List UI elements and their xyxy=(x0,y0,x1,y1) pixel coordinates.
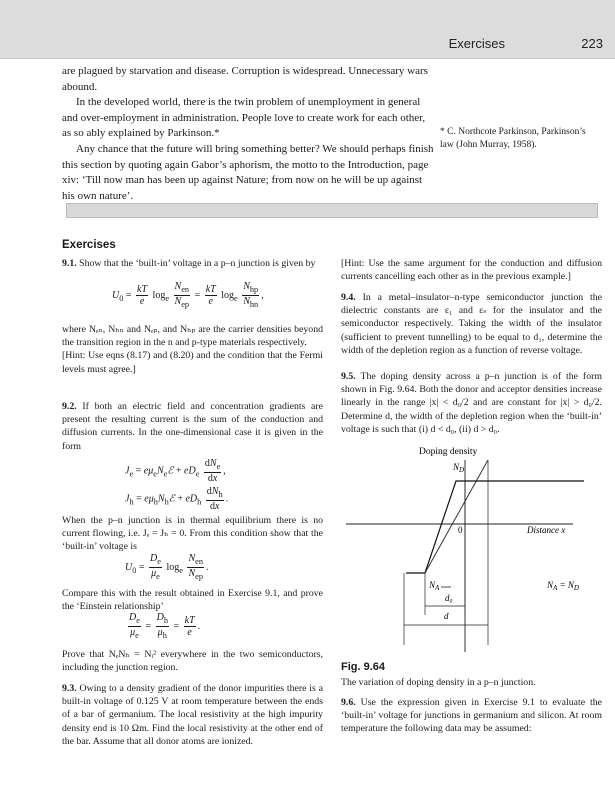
exercise-text: Owing to a density gradient of the donor impurities there is a built-in voltage of 0.125 V at room temperature between the ends of a bar of germanium. The local resistivity at the high impurity density end is 10 Ωm. Find the local resistivity at the other end of the bar. Assume that all donor atoms are ionized. xyxy=(62,683,323,747)
d0-label: d₀ xyxy=(445,593,453,603)
exercise-9-2-compare xyxy=(62,587,323,613)
nd-label: $N_D$ xyxy=(453,462,465,474)
exercise-9-5 xyxy=(341,370,602,436)
figure-caption: The variation of doping density in a p–n junction. xyxy=(341,677,536,688)
exercises-heading: Exercises xyxy=(62,239,116,251)
exercise-9-3 xyxy=(62,682,323,748)
footnote: * C. Northcote Parkinson, Parkinson’s law (John Murray, 1958). xyxy=(440,127,586,150)
x-axis-label: Distance x xyxy=(527,525,566,535)
figure-y-label: Doping density xyxy=(419,447,478,457)
exercise-9-4 xyxy=(341,291,602,357)
figure-label: Fig. 9.64 xyxy=(341,661,386,673)
d-label: d xyxy=(444,611,449,621)
depletion-slope-line xyxy=(425,460,488,573)
exercise-text: Prove that NₑNₕ = Nᵢ² everywhere in the two semiconductors, including the junction region. xyxy=(62,649,323,674)
exercise-text: If both an electric field and concentration gradients are present the resulting current is the sum of the conduction and diffusion currents. In the one-dimensional case it is given in the form xyxy=(62,401,323,452)
exercise-text: When the p–n junction is in thermal equilibrium there is no current flowing, i.e. Jₑ = Jₕ = 0. From this condition show that the ‘built-in’ voltage is xyxy=(62,515,323,553)
exercise-9-1 xyxy=(62,257,323,270)
exercise-9-2-middle xyxy=(62,514,323,554)
na-label: $N_A$ xyxy=(429,580,440,592)
exercise-number: 9.5. xyxy=(341,371,356,382)
equation-einstein-relationship: $\frac{D_e}{\mu_e}$ = $\frac{D_h}{\mu_h}$ = $\frac{kT}{e}$ . xyxy=(129,612,201,640)
page-number: 223 xyxy=(581,36,603,51)
equation-electron-current: $J_e$ = $e\mu_eN_eℰ + eD_e$ $\frac{dN_e}{dx}$ , xyxy=(125,458,226,484)
exercise-number: 9.2. xyxy=(62,401,77,412)
intro-paragraph-2: In the developed world, there is the twin problem of unemployment in general and over-employment in administration. People love to create work for each other, as so ably explained by Parkinson.* xyxy=(62,96,426,140)
equation-hole-current: $J_h$ = $e\mu_hN_hℰ + eD_h$ $\frac{dN_h}{dx}$ . xyxy=(125,486,229,512)
equation-builtin-voltage-mobility: $U_0$ = $\frac{D_e}{\mu_e}$ $\log_e$ $\frac{N_{en}}{N_{ep}}$ . xyxy=(125,553,209,581)
equation-builtin-voltage: $U_0$ = $\frac{kT}{e}$ $\log_e$ $\frac{N_{en}}{N_{ep}}$ = $\frac{kT}{e}$ $\log_e$ $\frac{N_{hp}}{N_{hn}}$ , xyxy=(112,281,264,309)
intro-paragraph-1: are plagued by starvation and disease. Corruption is widespread. Unnecessary wars abound. xyxy=(62,65,428,93)
exercise-number: 9.6. xyxy=(341,697,356,708)
exercise-text: where Nₑₙ, Nₕₙ and Nₑₚ, and Nₕₚ are the carrier densities beyond the transition region in the n and p-type materials respectively. xyxy=(62,324,323,349)
exercise-9-3-hint xyxy=(341,257,602,283)
running-header-bar xyxy=(0,0,615,59)
exercise-text: In a metal–insulator–n-type semiconductor junction the dielectric constants are ε₁ and εₛ for the insulator and the semiconductor respectively. Taking the width of the insulator (sufficient to prevent tunnelling) to be equal to d₁, determine the width of the depletion region as a function of reverse voltage. xyxy=(341,292,602,356)
exercise-hint: [Hint: Use eqns (8.17) and (8.20) and the condition that the Fermi levels must agree.] xyxy=(62,350,323,375)
exercise-9-1-continued xyxy=(62,323,323,376)
exercise-text: Compare this with the result obtained in Exercise 9.1, and prove the ‘Einstein relationship’ xyxy=(62,588,323,613)
running-header-title: Exercises xyxy=(448,36,505,51)
exercise-text: Show that the ‘built-in’ voltage in a p–n junction is given by xyxy=(79,258,316,269)
exercise-hint: [Hint: Use the same argument for the conduction and diffusion currents cancelling each other as in the previous example.] xyxy=(341,258,602,283)
exercise-9-2 xyxy=(62,400,323,453)
exercise-text: Use the expression given in Exercise 9.1 to evaluate the ‘built-in’ voltage for junctions in germanium and silicon. At room temperature the following data may be assumed: xyxy=(341,697,602,735)
exercise-number: 9.4. xyxy=(341,292,356,303)
exercise-text: The doping density across a p–n junction is of the form shown in Fig. 9.64. Both the donor and acceptor densities increase linearly in the range |x| < d₀/2 and are constant for |x| > d₀/2. Determine d, the width of the depletion region when the ‘built-in’ voltage is such that (i) d < d₀, (ii) d > d₀. xyxy=(341,371,602,435)
exercise-number: 9.3. xyxy=(62,683,77,694)
figure-doping-density xyxy=(341,440,606,655)
na-equals-nd-label: $N_A = N_D$ xyxy=(547,580,579,592)
intro-paragraph-3: Any chance that the future will bring something better? We should perhaps finish this section by quoting again Gabor’s aphorism, the motto to the Introduction, page xiv: ‘Till now man has been up against Nature; from now on he will be up against his own nature’. xyxy=(62,142,434,202)
exercise-9-6 xyxy=(341,696,602,736)
intro-text xyxy=(62,64,434,204)
exercise-9-2-prove xyxy=(62,648,323,674)
section-separator xyxy=(66,203,598,218)
origin-label: 0 xyxy=(458,525,463,535)
exercise-number: 9.1. xyxy=(62,258,77,269)
